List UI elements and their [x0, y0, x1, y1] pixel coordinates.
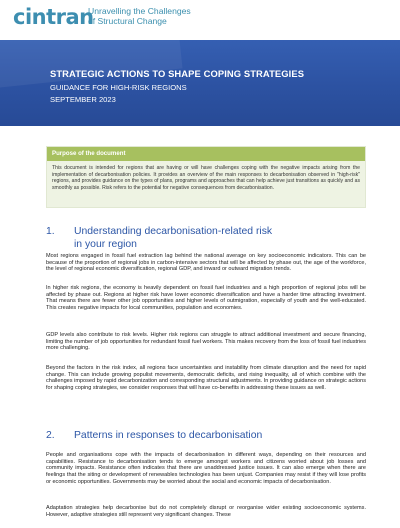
section-1-title	[74, 226, 314, 251]
tagline-line-1: Unravelling the Challenges	[88, 6, 191, 16]
purpose-text: This document is intended for regions that are having or will have challenges coping with the negative impacts arising from the implementation of decarbonisation policies. It provides an overview of the main responses to decarbonisation observed in "high-risk" regions, and provides guidance on the types of plans, programs and approaches that can help achieve just transitions as quickly and as smoothly as possible. Risk refers to the potential for negative consequences from decarbonisation.	[52, 165, 360, 191]
paragraph: GDP levels also contribute to risk levels. Higher risk regions can struggle to attract additional investment and secure financing, limiting the number of job opportunities for redundant fossil fuel workers. This makes recovery from the loss of fossil fuel industries more challenging.	[46, 332, 366, 352]
paragraph: People and organisations cope with the impacts of decarbonisation in different ways, depending on their resources and capabilities. Resistance to decarbonisation tends to emerge amongst workers and citizens worried about job losses and community impacts. Resistance often indicates that there are unaddressed justice issues. It can also emerge when there are feelings that the siting or development of renewables technologies has been unjust. Companies may resist if they will lose profits or economic opportunities. Governments may be worried about the social and economic impacts of decarbonisation.	[46, 452, 366, 485]
section-1-title-line-2: in your region	[74, 238, 137, 250]
paragraph: In higher risk regions, the economy is heavily dependent on fossil fuel industries and a high proportion of regional jobs will be affected by phase out. Regions at higher risk have lower economic diversification and have a harder time attracting investment. That means there are fewer other job opportunities and higher levels of outmigration, especially of youth and the well-educated. This creates negative impacts for local communities, population and economies.	[46, 285, 366, 311]
section-2-number: 2.	[46, 430, 55, 441]
section-1-title-line-1: Understanding decarbonisation-related risk	[74, 226, 273, 237]
logo-text: cintran	[13, 5, 94, 29]
paragraph: Most regions engaged in fossil fuel extraction lag behind the national average on key socioeconomic indicators. This can be because of the proportion of regional jobs in carbon-intensive sectors that will be affected by phase out, the age of the workforce, the level of regional economic diversification, regional GDP, and inward or outward migration trends.	[46, 253, 366, 273]
paragraph: Beyond the factors in the risk index, all regions face uncertainties and instability from climate disruption and the need for rapid change. This can include growing populist movements, democratic deficits, and rising inequality, all of which combine with the challenges imposed by rapid decarbonization and corresponding structural adjustments. In providing guidance on strategic actions for shaping coping strategies, we consider responses that will have co-benefits in addressing these issues as well.	[46, 365, 366, 391]
tagline	[88, 6, 191, 26]
section-1-heading	[46, 226, 314, 251]
document-subtitle: GUIDANCE FOR HIGH-RISK REGIONS	[50, 83, 187, 92]
section-1-number: 1.	[46, 226, 55, 237]
paragraph: Adaptation strategies help decarbonise but do not completely disrupt or reorganise wider existing socioeconomic systems. However, adaptive strategies still represent very significant changes. These	[46, 505, 366, 518]
section-2-heading	[46, 430, 354, 443]
document-date: SEPTEMBER 2023	[50, 95, 116, 104]
section-2-title: Patterns in responses to decarbonisation	[74, 430, 263, 441]
title-banner	[0, 40, 400, 126]
tagline-line-2: of Structural Change	[88, 16, 167, 26]
purpose-box	[46, 146, 366, 208]
cintran-logo	[13, 5, 94, 29]
purpose-heading: Purpose of the document	[47, 147, 365, 161]
logo-bar	[0, 0, 400, 40]
document-title: STRATEGIC ACTIONS TO SHAPE COPING STRATEGIES	[50, 68, 305, 79]
